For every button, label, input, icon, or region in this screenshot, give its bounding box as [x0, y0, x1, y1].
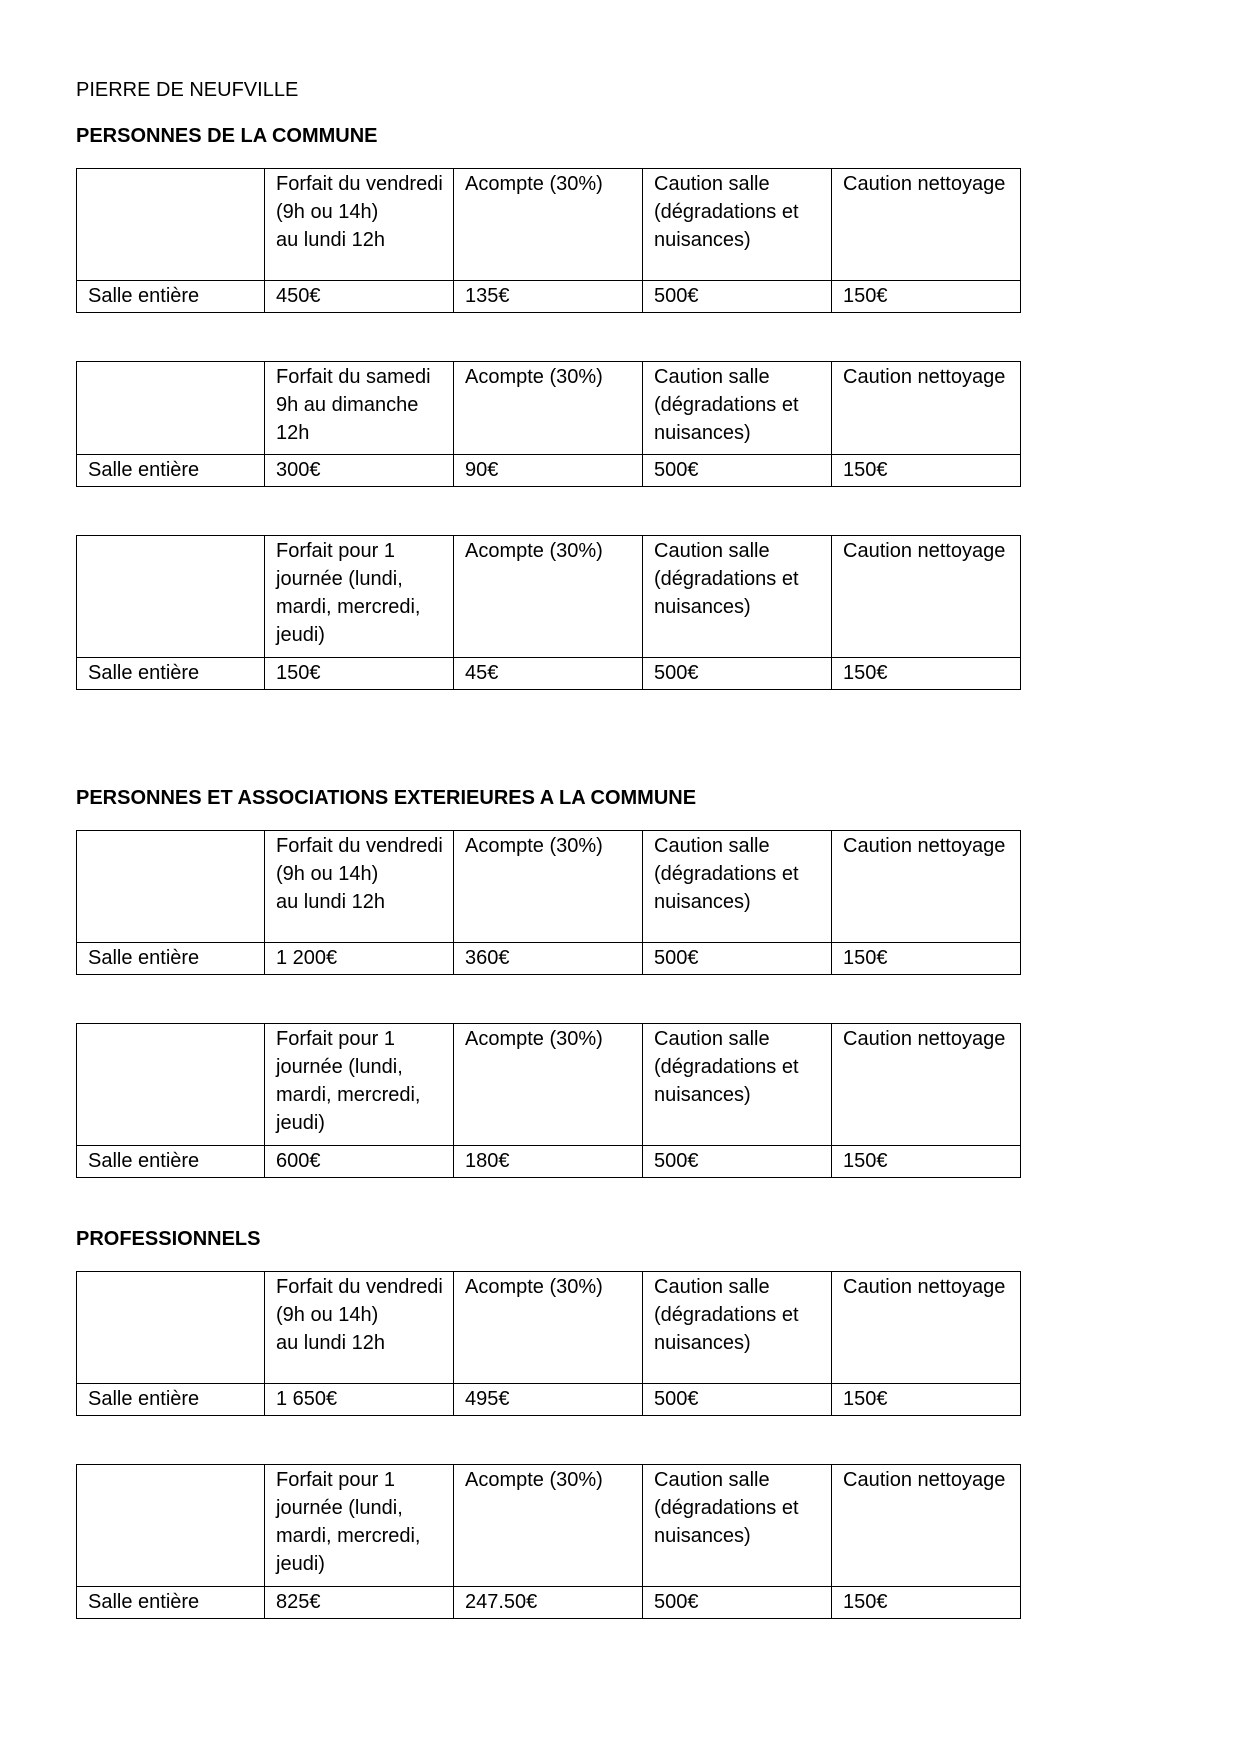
- table-row: [77, 1146, 1021, 1178]
- table-header-cell: Acompte (30%): [454, 1272, 643, 1384]
- table-cell: 600€: [265, 1146, 454, 1178]
- document-title: PIERRE DE NEUFVILLE: [76, 79, 299, 101]
- table-cell: 300€: [265, 455, 454, 487]
- table-cell: 150€: [265, 658, 454, 690]
- tarif-table: [76, 1271, 1021, 1416]
- table-header-cell: [77, 362, 265, 455]
- table-header-cell: Acompte (30%): [454, 1465, 643, 1587]
- table-row: [77, 281, 1021, 313]
- table-cell: 180€: [454, 1146, 643, 1178]
- table-header-row: [77, 1272, 1021, 1384]
- table-header-cell: Caution salle (dégradations et nuisances): [643, 169, 832, 281]
- table-cell: 150€: [832, 658, 1021, 690]
- table-header-cell: [77, 831, 265, 943]
- table-header-cell: [77, 169, 265, 281]
- table-cell: 500€: [643, 1146, 832, 1178]
- table-cell: Salle entière: [77, 1587, 265, 1619]
- table-header-cell: Acompte (30%): [454, 536, 643, 658]
- table-header-cell: [77, 1272, 265, 1384]
- table-cell: Salle entière: [77, 1146, 265, 1178]
- table-cell: Salle entière: [77, 658, 265, 690]
- table-header-cell: Caution salle (dégradations et nuisances): [643, 1024, 832, 1146]
- table-cell: 450€: [265, 281, 454, 313]
- table-header-cell: Forfait du samedi 9h au dimanche 12h: [265, 362, 454, 455]
- table-cell: 500€: [643, 1587, 832, 1619]
- table-cell: 495€: [454, 1384, 643, 1416]
- table-row: [77, 1384, 1021, 1416]
- table-cell: 500€: [643, 455, 832, 487]
- table-cell: 45€: [454, 658, 643, 690]
- table-header-cell: Caution nettoyage: [832, 1465, 1021, 1587]
- table-header-cell: Caution nettoyage: [832, 536, 1021, 658]
- table-cell: 500€: [643, 943, 832, 975]
- table-cell: 500€: [643, 281, 832, 313]
- tarif-table: [76, 361, 1021, 487]
- table-header-row: [77, 1024, 1021, 1146]
- table-row: [77, 1587, 1021, 1619]
- table-header-cell: Caution salle (dégradations et nuisances): [643, 831, 832, 943]
- table-cell: 135€: [454, 281, 643, 313]
- table-header-cell: Caution nettoyage: [832, 1024, 1021, 1146]
- table-cell: 500€: [643, 1384, 832, 1416]
- table-cell: 360€: [454, 943, 643, 975]
- table-header-cell: Forfait pour 1 journée (lundi, mardi, mercredi, jeudi): [265, 1024, 454, 1146]
- table-header-row: [77, 1465, 1021, 1587]
- table-cell: Salle entière: [77, 1384, 265, 1416]
- table-header-cell: Acompte (30%): [454, 1024, 643, 1146]
- table-cell: 825€: [265, 1587, 454, 1619]
- table-header-cell: Forfait du vendredi (9h ou 14h) au lundi 12h: [265, 1272, 454, 1384]
- table-header-cell: Caution salle (dégradations et nuisances): [643, 1465, 832, 1587]
- table-header-row: [77, 831, 1021, 943]
- table-cell: Salle entière: [77, 455, 265, 487]
- table-cell: 500€: [643, 658, 832, 690]
- table-header-row: [77, 169, 1021, 281]
- table-header-row: [77, 536, 1021, 658]
- table-cell: 150€: [832, 281, 1021, 313]
- tarif-table: [76, 535, 1021, 690]
- table-header-cell: Forfait pour 1 journée (lundi, mardi, mercredi, jeudi): [265, 1465, 454, 1587]
- table-header-cell: Acompte (30%): [454, 831, 643, 943]
- table-cell: 150€: [832, 1587, 1021, 1619]
- table-header-row: [77, 362, 1021, 455]
- table-header-cell: Caution salle (dégradations et nuisances): [643, 1272, 832, 1384]
- table-cell: 1 200€: [265, 943, 454, 975]
- table-header-cell: Caution nettoyage: [832, 831, 1021, 943]
- table-header-cell: [77, 1024, 265, 1146]
- table-cell: 247.50€: [454, 1587, 643, 1619]
- tarif-table: [76, 830, 1021, 975]
- tarif-table: [76, 168, 1021, 313]
- table-header-cell: [77, 1465, 265, 1587]
- section-heading-exterieures: PERSONNES ET ASSOCIATIONS EXTERIEURES A LA COMMUNE: [76, 787, 697, 809]
- table-header-cell: [77, 536, 265, 658]
- table-row: [77, 658, 1021, 690]
- tarif-table: [76, 1023, 1021, 1178]
- table-cell: Salle entière: [77, 281, 265, 313]
- table-header-cell: Forfait du vendredi (9h ou 14h) au lundi 12h: [265, 831, 454, 943]
- table-header-cell: Acompte (30%): [454, 169, 643, 281]
- tarif-table: [76, 1464, 1021, 1619]
- table-header-cell: Caution nettoyage: [832, 1272, 1021, 1384]
- table-cell: 150€: [832, 943, 1021, 975]
- table-cell: 150€: [832, 1146, 1021, 1178]
- table-cell: 150€: [832, 1384, 1021, 1416]
- section-heading-commune: PERSONNES DE LA COMMUNE: [76, 125, 378, 147]
- table-cell: 1 650€: [265, 1384, 454, 1416]
- table-header-cell: Caution nettoyage: [832, 169, 1021, 281]
- table-cell: 150€: [832, 455, 1021, 487]
- table-header-cell: Caution nettoyage: [832, 362, 1021, 455]
- table-row: [77, 455, 1021, 487]
- table-header-cell: Acompte (30%): [454, 362, 643, 455]
- table-cell: 90€: [454, 455, 643, 487]
- table-header-cell: Caution salle (dégradations et nuisances): [643, 536, 832, 658]
- table-row: [77, 943, 1021, 975]
- table-header-cell: Caution salle (dégradations et nuisances): [643, 362, 832, 455]
- section-heading-professionnels: PROFESSIONNELS: [76, 1228, 261, 1250]
- table-cell: Salle entière: [77, 943, 265, 975]
- table-header-cell: Forfait du vendredi (9h ou 14h) au lundi 12h: [265, 169, 454, 281]
- table-header-cell: Forfait pour 1 journée (lundi, mardi, mercredi, jeudi): [265, 536, 454, 658]
